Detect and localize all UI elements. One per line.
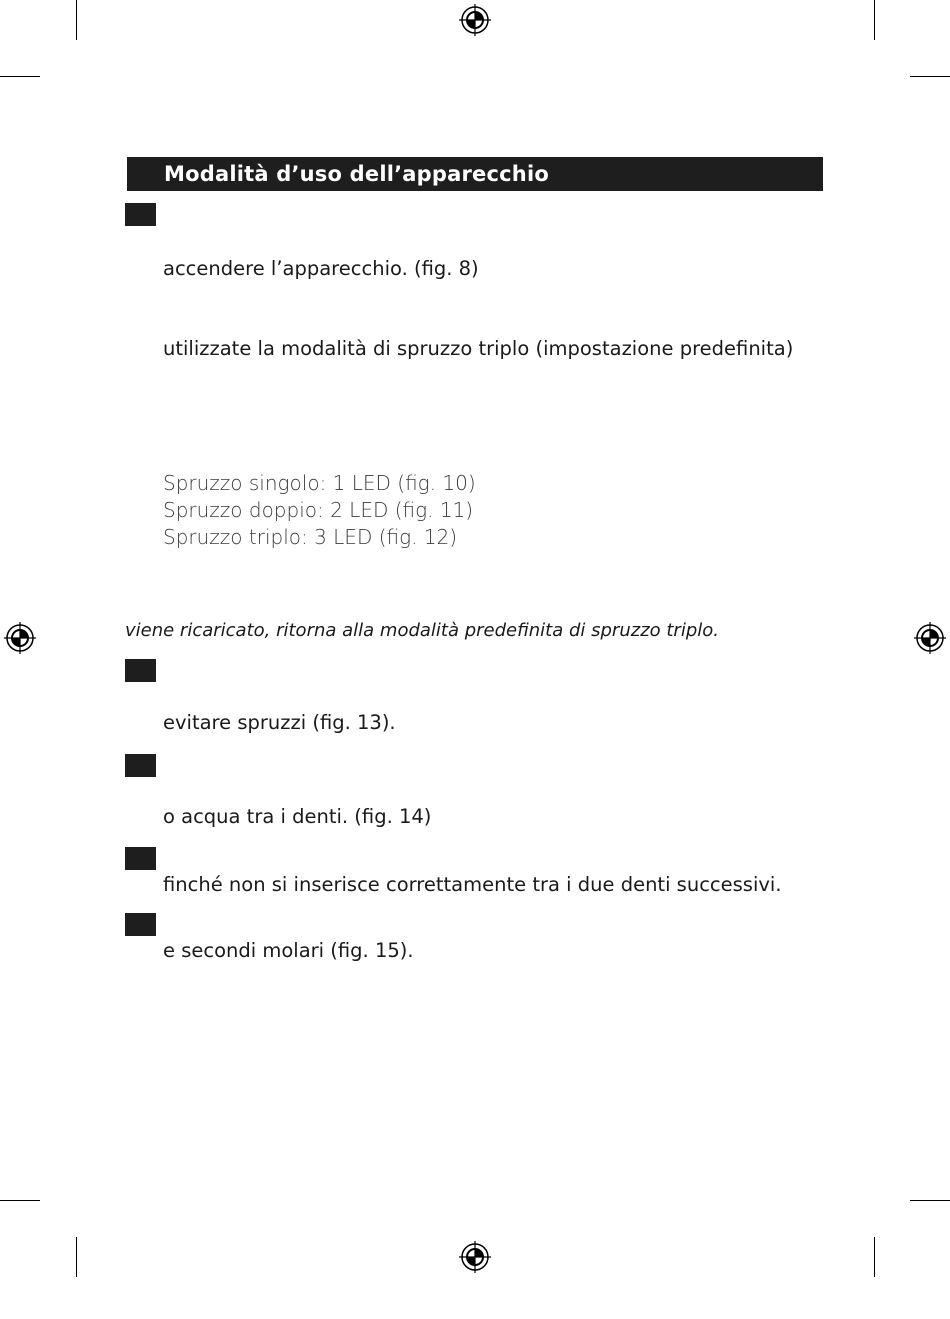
mode-triple-item: Spruzzo triplo: 3 LED (fig. 12)	[163, 525, 458, 549]
crop-mark-bottom-left-horizontal	[0, 1200, 40, 1201]
step-number-box-5	[125, 913, 156, 936]
registration-mark-bottom-icon	[459, 1241, 491, 1273]
crop-mark-bottom-left-vertical	[76, 1237, 77, 1277]
registration-mark-left-icon	[4, 622, 36, 654]
crop-mark-top-right-vertical	[874, 0, 875, 40]
section-title: Modalità d’uso dell’apparecchio	[164, 162, 549, 186]
step4-text: finché non si inserisce correttamente tra i due denti successivi.	[163, 873, 782, 896]
step2-text: evitare spruzzi (fig. 13).	[163, 711, 396, 734]
step-number-box-4	[125, 847, 156, 870]
step1-mode-text: utilizzate la modalità di spruzzo triplo (impostazione predefinita)	[163, 337, 794, 360]
crop-mark-bottom-right-vertical	[874, 1237, 875, 1277]
registration-mark-right-icon	[914, 622, 946, 654]
section-header-bar	[127, 157, 823, 191]
step-number-box-2	[125, 659, 156, 682]
step5-text: e secondi molari (fig. 15).	[163, 939, 414, 962]
step1-text: accendere l’apparecchio. (fig. 8)	[163, 257, 479, 280]
mode-double-item: Spruzzo doppio: 2 LED (fig. 11)	[163, 498, 474, 522]
step3-text: o acqua tra i denti. (fig. 14)	[163, 805, 432, 828]
crop-mark-bottom-right-horizontal	[910, 1200, 950, 1201]
registration-mark-top-icon	[459, 4, 491, 36]
step-number-box-3	[125, 754, 156, 777]
mode-single-item: Spruzzo singolo: 1 LED (fig. 10)	[163, 471, 476, 495]
note-text: viene ricaricato, ritorna alla modalità predefinita di spruzzo triplo.	[125, 620, 719, 641]
step-number-box-1	[125, 203, 156, 226]
crop-mark-top-left-horizontal	[0, 76, 40, 77]
crop-mark-top-right-horizontal	[910, 76, 950, 77]
crop-mark-top-left-vertical	[76, 0, 77, 40]
